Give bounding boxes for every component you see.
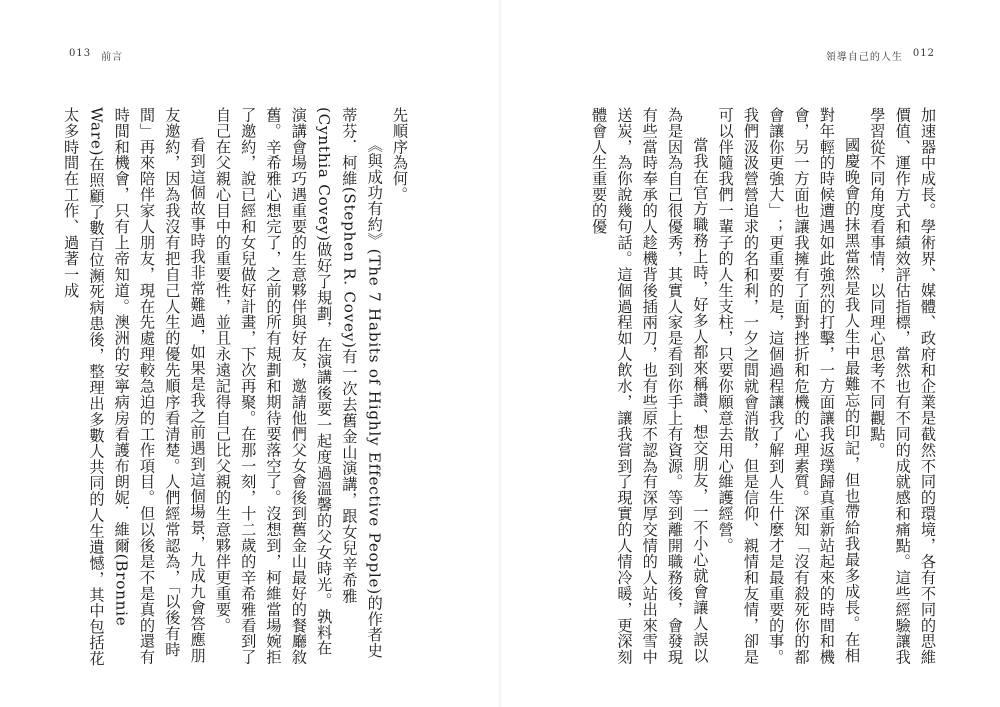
paragraph: 加速器中成長。學術界、媒體、政府和企業是截然不同的環境，各有不同的思維價值、運作方式和績效評估指標，當然也有不同的成就感和痛點。這些經驗讓我學習從不同角度看事情，以同理心思考不同觀點。: [868, 107, 937, 666]
paragraph: 當我在官方職務上時，好多人都來稱讚、想交朋友，一不小心就會讓人誤以為是因為自己很優秀，其實人家是看到你手上有資源。等到離開職務後，會發現有些當時奉承的人趁機背後插兩刀，也有些原不認為有深厚交情的人站出來雪中送炭，為你說幾句話。這個過程如人飲水，讓我嘗到了現實的人情冷暖，更深刻體會人生重要的優: [590, 107, 710, 666]
right-page-header: [826, 48, 935, 63]
right-running-head: 領導自己的人生: [825, 52, 903, 63]
left-page-header: [69, 48, 123, 63]
paragraph: 國慶晚會的抹黑當然是我人生中最難忘的印記，但也帶給我最多成長。在相對年輕的時候遭遇如此強烈的打擊，一方面讓我返璞歸真重新站起來的時間和機會，另一方面也讓我擁有了面對挫折和危機的心理素質。深知「沒有殺死你的都會讓你更強大」；更重要的是，這個過程讓我了解到人生什麼才是最重要的事。我們汲汲營營追求的名和利，一夕之間就會消散，但是信仰、親情和友情，卻是可以伴隨我們一輩子的人生支柱，只要你願意去用心維護經營。: [716, 107, 862, 666]
left-page-number: 013: [69, 48, 92, 59]
paragraph: 看到這個故事時我非常難過，如果是我之前遇到這個場景，九成九會答應朋友邀約，因為我沒有把自己人生的優先順序看清楚。人們經常認為，「以後有時間」再來陪伴家人朋友，現在先處理較急迫的工作項目。但以後是不是真的還有時間和機會，只有上帝知道。澳洲的安寧病房看護布朗妮．維爾(Bronnie Ware)在照顧了數百位瀕死病患後，整理出多數人共同的人生遺憾，其中包括花太多時間在工作、過著一成: [62, 107, 207, 667]
left-running-head: 前言: [101, 52, 124, 63]
paragraph: 先順序為何。: [391, 107, 409, 203]
right-body-text: [530, 107, 940, 667]
paragraph: 《與成功有約》(The 7 Habits of Highly Effective People)的作者史蒂芬．柯維(Stephen R. Covey)有一次去舊金山演講，跟女兒辛希雅(Cynthia Covey)做好了規劃，在演講後要一起度過溫馨的父女時光。孰料在演講會場巧遇重要的生意夥伴與好友，邀請他們父女會後到舊金山最好的餐廳敘舊。辛希雅心想完了，之前的所有規劃和期待要落空了。沒想到，柯維當場婉拒了邀約，說已經和女兒做好計畫，下次再聚。在那一刻，十二歲的辛希雅看到了自己在父親心目中的重要性，並且永遠記得自己比父親的生意夥伴更重要。: [213, 107, 384, 666]
right-page-number: 012: [912, 48, 935, 59]
right-page: [500, 0, 1000, 707]
left-body-text: [62, 107, 412, 667]
